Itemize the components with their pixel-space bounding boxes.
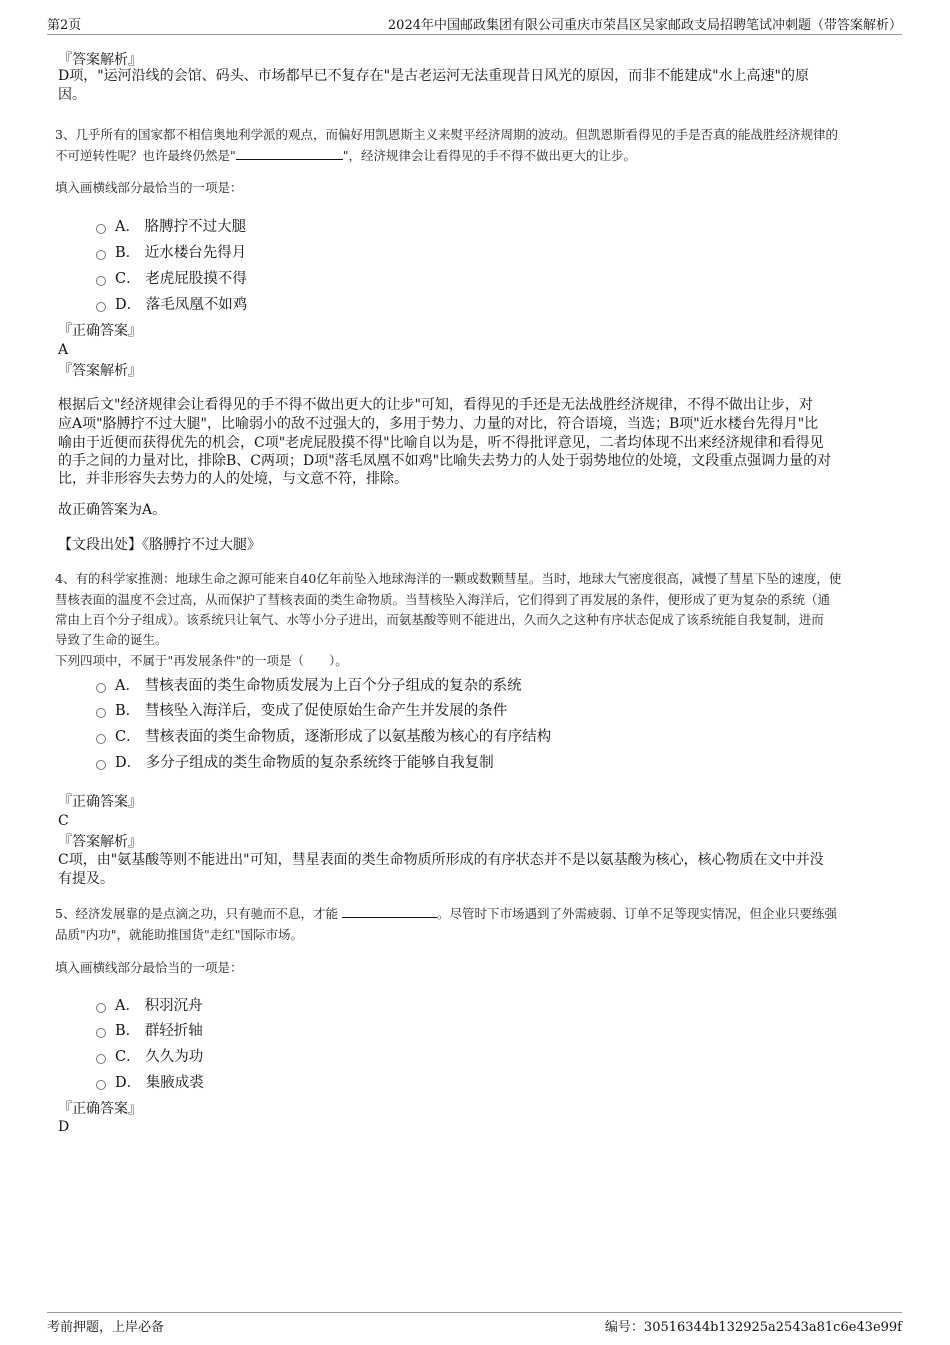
q4-option-b[interactable]: B． 彗核坠入海洋后，变成了促使原始生命产生并发展的条件 <box>96 699 507 720</box>
q3-option-b[interactable]: B． 近水楼台先得月 <box>96 241 246 262</box>
q5-stem-line1: 5、经济发展靠的是点滴之功，只有驰而不息，才能 。尽管时下市场遇到了外需疲弱、订单不足等现实情况，但企业只要练强 <box>55 906 837 921</box>
q4-option-a[interactable]: A． 彗核表面的类生命物质发展为上百个分子组成的复杂的系统 <box>96 674 522 695</box>
q5-stem-line2: 品质"内功"，就能助推国货"走红"国际市场。 <box>55 927 303 942</box>
q4-answer-label: 『正确答案』 <box>58 794 142 810</box>
q5-blank <box>342 905 437 918</box>
radio-icon[interactable] <box>96 224 106 234</box>
q3-option-a[interactable]: A． 胳膊拧不过大腿 <box>96 215 246 236</box>
page-footer <box>47 1312 902 1335</box>
q5-option-b[interactable]: B． 群轻折轴 <box>96 1019 203 1040</box>
q4-answer: C <box>58 813 69 829</box>
radio-icon[interactable] <box>96 683 106 693</box>
q5-prompt: 填入画横线部分最恰当的一项是： <box>55 960 243 975</box>
q3-source: 【文段出处】《胳膊拧不过大腿》 <box>58 537 261 553</box>
q3-analysis-line5: 比，并非形容失去势力的人的处境，与文意不符，排除。 <box>58 471 408 487</box>
radio-icon[interactable] <box>96 276 106 286</box>
q3-answer-label: 『正确答案』 <box>58 323 142 339</box>
q5-option-d[interactable]: D． 集腋成裘 <box>96 1071 204 1092</box>
page-header <box>47 14 902 35</box>
q3-stem-line2: 不可逆转性呢？也许最终仍然是" "，经济规律会让看得见的手不得不做出更大的让步。 <box>55 148 637 163</box>
document-title: 2024年中国邮政集团有限公司重庆市荣昌区吴家邮政支局招聘笔试冲刺题（带答案解析） <box>387 18 902 33</box>
q3-analysis-line3: 喻由于近便而获得优先的机会，C项"老虎屁股摸不得"比喻自以为是，听不得批评意见，二者均体现不出来经济规律和看得见 <box>58 435 824 451</box>
radio-icon[interactable] <box>96 1054 106 1064</box>
q4-question: 下列四项中，不属于"再发展条件"的一项是（ ）。 <box>55 653 348 668</box>
q4-option-d[interactable]: D． 多分子组成的类生命物质的复杂系统终于能够自我复制 <box>96 751 494 772</box>
q3-analysis-label: 『答案解析』 <box>58 363 142 379</box>
q3-answer: A <box>58 342 69 358</box>
footer-slogan: 考前押题，上岸必备 <box>47 1320 165 1335</box>
q4-stem-line3: 常由上百个分子组成）。该系统只让氧气、水等小分子进出，而氨基酸等则不能进出，久而久之这种有序状态促成了该系统能自我复制，进而 <box>55 612 824 627</box>
q3-analysis-line1: 根据后文"经济规律会让看得见的手不得不做出更大的让步"可知，看得见的手还是无法战胜经济规律，不得不做出让步，对 <box>58 397 813 413</box>
radio-icon[interactable] <box>96 708 106 718</box>
q2-analysis-label: 『答案解析』 <box>58 52 142 68</box>
q3-option-c[interactable]: C． 老虎屁股摸不得 <box>96 267 247 288</box>
q3-stem-line1: 3、几乎所有的国家都不相信奥地利学派的观点，而偏好用凯恩斯主义来熨平经济周期的波动。但凯恩斯看得见的手是否真的能战胜经济规律的 <box>55 127 838 142</box>
q3-blank <box>236 147 343 160</box>
document-id: 编号：30516344b132925a2543a81c6e43e99f <box>604 1320 902 1335</box>
q3-analysis-line2: 应A项"胳膊拧不过大腿"，比喻弱小的敌不过强大的，多用于势力、力量的对比，符合语境，当选；B项"近水楼台先得月"比 <box>58 416 819 432</box>
radio-icon[interactable] <box>96 1080 106 1090</box>
radio-icon[interactable] <box>96 734 106 744</box>
radio-icon[interactable] <box>96 302 106 312</box>
q4-stem-line4: 导致了生命的诞生。 <box>55 632 168 647</box>
radio-icon[interactable] <box>96 1028 106 1038</box>
q3-conclusion: 故正确答案为A。 <box>58 502 167 518</box>
q5-answer: D <box>58 1119 70 1135</box>
q5-answer-label: 『正确答案』 <box>58 1101 142 1117</box>
q4-analysis-label: 『答案解析』 <box>58 834 142 850</box>
radio-icon[interactable] <box>96 760 106 770</box>
q3-option-d[interactable]: D． 落毛凤凰不如鸡 <box>96 293 247 314</box>
q4-option-c[interactable]: C． 彗核表面的类生命物质，逐渐形成了以氨基酸为核心的有序结构 <box>96 725 551 746</box>
radio-icon[interactable] <box>96 1003 106 1013</box>
q4-analysis-line2: 有提及。 <box>58 871 114 887</box>
q4-analysis-line1: C项，由"氨基酸等则不能进出"可知，彗星表面的类生命物质所形成的有序状态并不是以氨基酸为核心，核心物质在文中并没 <box>58 852 824 868</box>
q4-stem-line2: 彗核表面的温度不会过高，从而保护了彗核表面的类生命物质。当彗核坠入海洋后，它们得到了再发展的条件，便形成了更为复杂的系统（通 <box>55 592 831 607</box>
q4-stem-line1: 4、有的科学家推测：地球生命之源可能来自40亿年前坠入地球海洋的一颗或数颗彗星。当时，地球大气密度很高，减慢了彗星下坠的速度，使 <box>55 571 842 586</box>
radio-icon[interactable] <box>96 250 106 260</box>
q5-option-a[interactable]: A． 积羽沉舟 <box>96 994 203 1015</box>
q3-analysis-line4: 的手之间的力量对比，排除B、C两项；D项"落毛凤凰不如鸡"比喻失去势力的人处于弱势地位的处境，文段重点强调力量的对 <box>58 453 832 469</box>
q3-prompt: 填入画横线部分最恰当的一项是： <box>55 180 243 195</box>
q2-analysis-line2: 因。 <box>58 87 86 103</box>
q2-analysis-line1: D项，"运河沿线的会馆、码头、市场都早已不复存在"是古老运河无法重现昔日风光的原因，而非不能建成"水上高速"的原 <box>58 68 809 84</box>
page-number: 第2页 <box>47 18 82 33</box>
q5-option-c[interactable]: C． 久久为功 <box>96 1045 203 1066</box>
